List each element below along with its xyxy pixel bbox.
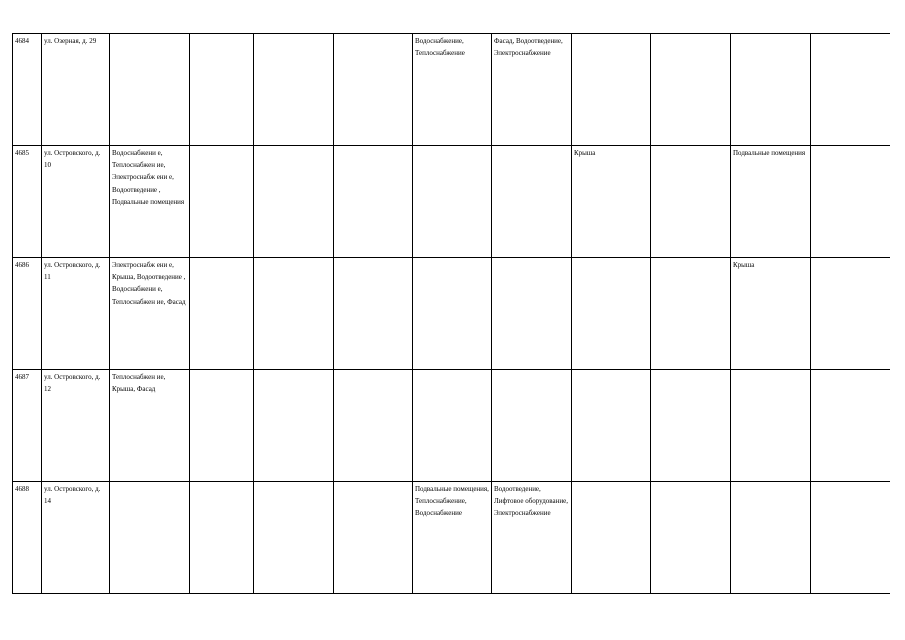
works-cell <box>731 482 811 594</box>
row-number: 4686 <box>15 261 29 269</box>
address-cell <box>42 482 110 594</box>
row-number-cell <box>13 370 42 482</box>
works-cell <box>572 370 651 482</box>
works-cell <box>254 258 334 370</box>
address-cell <box>42 370 110 482</box>
works-cell <box>811 370 890 482</box>
row-number-cell <box>13 34 42 146</box>
works-cell <box>110 482 190 594</box>
works-cell <box>334 258 413 370</box>
works-cell <box>254 482 334 594</box>
works-cell <box>492 258 572 370</box>
works-text: Крыша <box>574 149 596 157</box>
works-cell <box>492 370 572 482</box>
works-cell <box>651 34 731 146</box>
table-row <box>13 258 890 370</box>
works-cell <box>334 146 413 258</box>
works-cell <box>413 146 492 258</box>
works-cell <box>492 146 572 258</box>
works-text: Теплоснабжен ие, Крыша, Фасад <box>112 373 166 394</box>
table-row <box>13 34 890 146</box>
table-row <box>13 146 890 258</box>
repair-schedule-table <box>12 33 890 594</box>
works-cell <box>413 258 492 370</box>
works-cell <box>731 370 811 482</box>
works-text: Крыша <box>733 261 755 269</box>
works-text: Водоснабжени е, Теплоснабжен ие, Электроснабж ени е, Водоотведение , Подвальные помещения <box>112 149 185 206</box>
works-cell <box>811 258 890 370</box>
works-text: Водоотведение, Лифтовое оборудование, Электроснабжение <box>494 485 568 518</box>
row-number: 4685 <box>15 149 29 157</box>
works-cell <box>811 34 890 146</box>
works-cell <box>572 482 651 594</box>
works-cell <box>572 146 651 258</box>
address-text: ул. Островского, д. 14 <box>44 485 101 506</box>
works-cell <box>651 482 731 594</box>
works-cell <box>254 370 334 482</box>
row-number-cell <box>13 482 42 594</box>
works-cell <box>110 34 190 146</box>
works-cell <box>110 258 190 370</box>
works-cell <box>731 34 811 146</box>
works-cell <box>651 146 731 258</box>
address-text: ул. Островского, д. 12 <box>44 373 101 394</box>
works-cell <box>811 482 890 594</box>
works-cell <box>190 146 254 258</box>
address-text: ул. Озерная, д. 29 <box>44 37 97 45</box>
works-cell <box>572 34 651 146</box>
works-cell <box>731 258 811 370</box>
works-cell <box>334 370 413 482</box>
works-cell <box>731 146 811 258</box>
works-cell <box>254 146 334 258</box>
works-cell <box>334 482 413 594</box>
works-cell <box>190 482 254 594</box>
works-cell <box>190 370 254 482</box>
table-row <box>13 370 890 482</box>
works-cell <box>811 146 890 258</box>
works-text: Подвальные помещения, Теплоснабжение, Водоснабжение <box>415 485 489 518</box>
works-cell <box>492 482 572 594</box>
works-cell <box>110 370 190 482</box>
works-cell <box>413 34 492 146</box>
row-number: 4688 <box>15 485 29 493</box>
works-cell <box>413 482 492 594</box>
works-cell <box>190 258 254 370</box>
works-text: Фасад, Водоотведение, Электроснабжение <box>494 37 563 58</box>
address-text: ул. Островского, д. 10 <box>44 149 101 170</box>
works-cell <box>492 34 572 146</box>
address-cell <box>42 258 110 370</box>
works-cell <box>413 370 492 482</box>
works-text: Подвальные помещения <box>733 149 806 157</box>
works-cell <box>651 370 731 482</box>
address-cell <box>42 146 110 258</box>
works-cell <box>651 258 731 370</box>
row-number: 4687 <box>15 373 29 381</box>
address-text: ул. Островского, д. 11 <box>44 261 101 282</box>
works-cell <box>572 258 651 370</box>
works-cell <box>110 146 190 258</box>
works-cell <box>190 34 254 146</box>
works-cell <box>334 34 413 146</box>
row-number-cell <box>13 146 42 258</box>
table-row <box>13 482 890 594</box>
row-number-cell <box>13 258 42 370</box>
works-cell <box>254 34 334 146</box>
works-text: Электроснабж ени е, Крыша, Водоотведение , Водоснабжени е, Теплоснабжен ие, Фасад <box>112 261 186 306</box>
row-number: 4684 <box>15 37 29 45</box>
works-text: Водоснабжение, Теплоснабжение <box>415 37 465 58</box>
address-cell <box>42 34 110 146</box>
